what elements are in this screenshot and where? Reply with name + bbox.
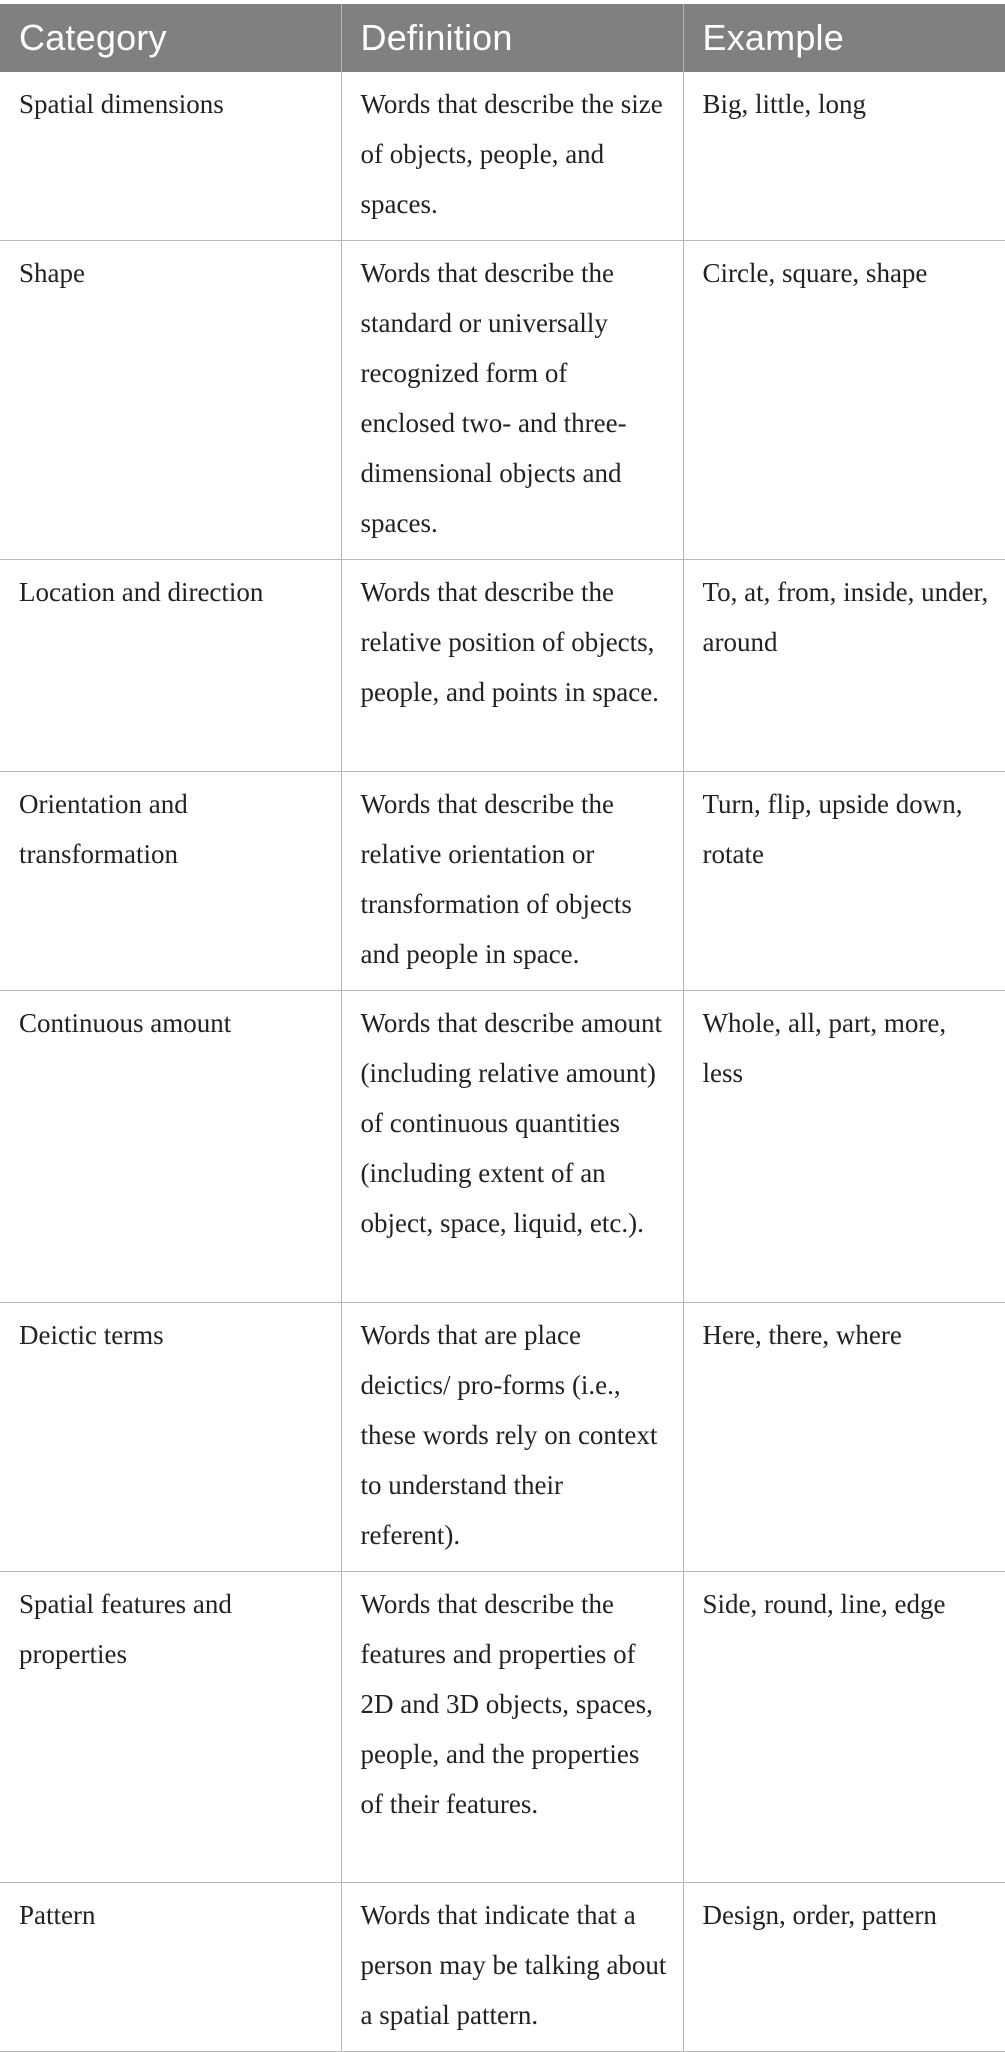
cell-category: Deictic terms — [0, 1303, 341, 1572]
header-row — [0, 4, 1005, 72]
cell-category: Orientation and transformation — [0, 772, 341, 991]
cell-category: Spatial dimensions — [0, 72, 341, 241]
spatial-language-table — [0, 4, 1005, 2052]
cell-category: Pattern — [0, 1883, 341, 2052]
cell-definition: Words that describe the standard or universally recognized form of enclosed two- and three-dimensional objects and spaces. — [341, 241, 683, 560]
cell-definition: Words that describe amount (including relative amount) of continuous quantities (including extent of an object, space, liquid, etc.). — [341, 991, 683, 1303]
cell-definition: Words that describe the size of objects, people, and spaces. — [341, 72, 683, 241]
table-row — [0, 1883, 1005, 2052]
cell-definition: Words that are place deictics/ pro-forms (i.e., these words rely on context to understand their referent). — [341, 1303, 683, 1572]
cell-example: To, at, from, inside, under, around — [683, 560, 1005, 772]
cell-example: Design, order, pattern — [683, 1883, 1005, 2052]
table-header — [0, 4, 1005, 72]
cell-example: Big, little, long — [683, 72, 1005, 241]
header-category: Category — [0, 4, 341, 72]
table-row — [0, 241, 1005, 560]
table-row — [0, 1572, 1005, 1883]
table-body — [0, 72, 1005, 2052]
header-example: Example — [683, 4, 1005, 72]
cell-category: Continuous amount — [0, 991, 341, 1303]
cell-definition: Words that indicate that a person may be talking about a spatial pattern. — [341, 1883, 683, 2052]
cell-definition: Words that describe the relative position of objects, people, and points in space. — [341, 560, 683, 772]
header-definition: Definition — [341, 4, 683, 72]
cell-example: Here, there, where — [683, 1303, 1005, 1572]
cell-example: Circle, square, shape — [683, 241, 1005, 560]
table-row — [0, 1303, 1005, 1572]
table-row — [0, 560, 1005, 772]
cell-example: Side, round, line, edge — [683, 1572, 1005, 1883]
cell-category: Spatial features and properties — [0, 1572, 341, 1883]
cell-category: Location and direction — [0, 560, 341, 772]
cell-category: Shape — [0, 241, 341, 560]
table-row — [0, 772, 1005, 991]
cell-example: Whole, all, part, more, less — [683, 991, 1005, 1303]
table-row — [0, 991, 1005, 1303]
cell-definition: Words that describe the features and properties of 2D and 3D objects, spaces, people, and the properties of their features. — [341, 1572, 683, 1883]
table-row — [0, 72, 1005, 241]
cell-definition: Words that describe the relative orientation or transformation of objects and people in space. — [341, 772, 683, 991]
cell-example: Turn, flip, upside down, rotate — [683, 772, 1005, 991]
